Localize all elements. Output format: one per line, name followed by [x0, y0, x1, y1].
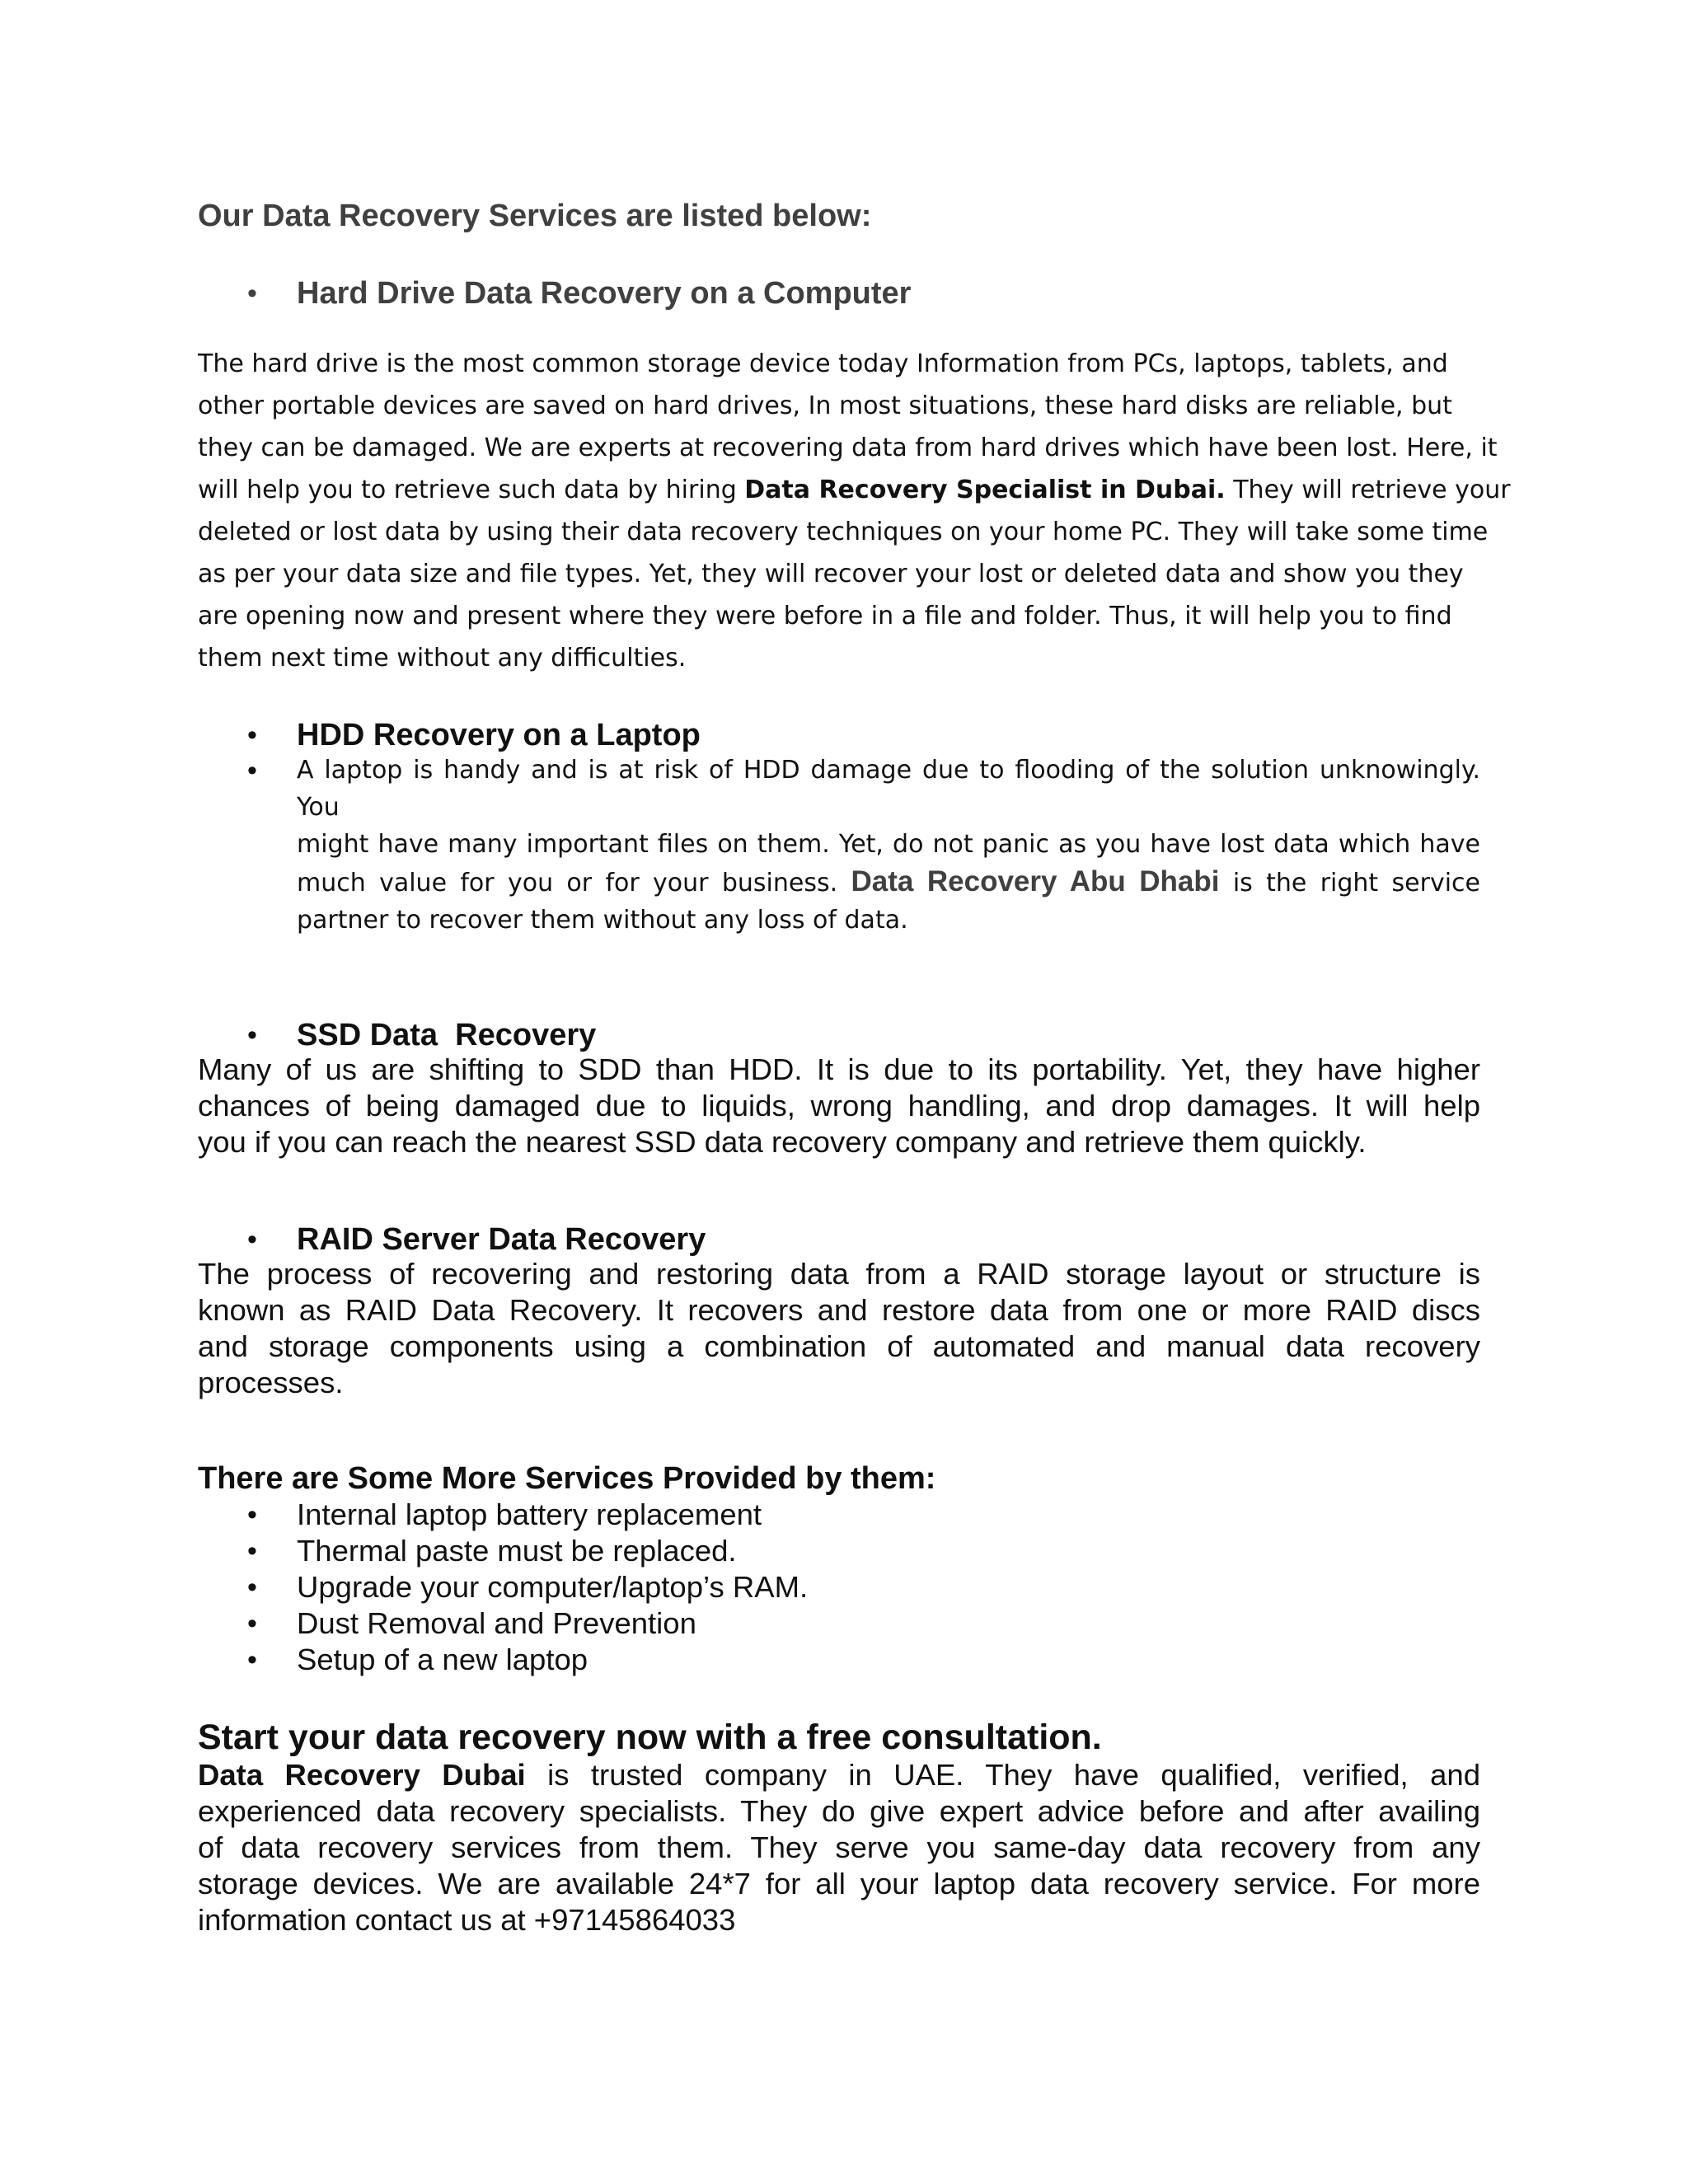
bullet-dot: • [247, 278, 257, 309]
bullet-dot: • [247, 1499, 257, 1530]
list-item [0, 1497, 1688, 1533]
raid-title: RAID Server Data Recovery [297, 1222, 706, 1257]
paragraph-line: The hard drive is the most common storage device today Information from PCs, laptops, tablets, and [198, 349, 1448, 378]
list-item [0, 1642, 1688, 1678]
list-item-text: Dust Removal and Prevention [297, 1606, 696, 1640]
text-run: They will retrieve your [1225, 476, 1511, 504]
text-run: is the right service [1219, 869, 1480, 898]
raid-paragraph [198, 1256, 1480, 1401]
bullet-dot: • [247, 1644, 257, 1675]
paragraph-line: Many of us are shifting to SDD than HDD. It is due to its portability. Yet, they have higher [198, 1052, 1480, 1086]
specialist-dubai-link[interactable]: Data Recovery Specialist in Dubai. [744, 476, 1226, 504]
text-run: much value for you or for your business. [297, 869, 851, 898]
ssd-paragraph [198, 1052, 1480, 1160]
paragraph-line: information contact us at +97145864033 [198, 1903, 736, 1937]
paragraph-line [198, 476, 1511, 504]
list-item-text: Internal laptop battery replacement [297, 1497, 762, 1531]
paragraph-line: known as RAID Data Recovery. It recovers and restore data from one or more RAID discs [198, 1293, 1480, 1327]
paragraph-line: deleted or lost data by using their data recovery techniques on your home PC. They will take some time [198, 518, 1489, 546]
paragraph-line: as per your data size and file types. Yet, they will recover your lost or deleted data and show you they [198, 560, 1464, 588]
bullet-dot: • [247, 1019, 257, 1051]
bullet-dot: • [247, 755, 257, 786]
paragraph-line: you if you can reach the nearest SSD data recovery company and retrieve them quickly. [198, 1125, 1367, 1159]
paragraph-line: and storage components using a combination of automated and manual data recovery [198, 1329, 1480, 1363]
bullet-dot: • [247, 1535, 257, 1567]
paragraph-line: storage devices. We are available 24*7 for all your laptop data recovery service. For more [198, 1867, 1480, 1900]
paragraph-line: they can be damaged. We are experts at recovering data from hard drives which have been lost. Here, it [198, 434, 1498, 462]
body-line [297, 863, 1480, 902]
list-item-text: Setup of a new laptop [297, 1643, 588, 1676]
paragraph-line: of data recovery services from them. They serve you same-day data recovery from any [198, 1830, 1480, 1864]
paragraph-line: are opening now and present where they were before in a file and folder. Thus, it will help you to find [198, 602, 1452, 630]
consultation-heading: Start your data recovery now with a free consultation. [198, 1718, 1102, 1757]
ssd-title: SSD Data Recovery [297, 1018, 597, 1052]
hdd-laptop-title: HDD Recovery on a Laptop [297, 718, 701, 752]
services-heading: Our Data Recovery Services are listed below: [198, 199, 872, 233]
more-services-heading: There are Some More Services Provided by them: [198, 1461, 936, 1496]
paragraph-line: processes. [198, 1366, 344, 1399]
list-item [0, 1605, 1688, 1642]
body-line: might have many important files on them. Yet, do not panic as you have lost data which have [297, 830, 1480, 859]
list-item-text: Upgrade your computer/laptop’s RAM. [297, 1570, 809, 1604]
text-run: will help you to retrieve such data by hiring [198, 476, 745, 504]
hdd-laptop-body-row [0, 752, 1688, 935]
abu-dhabi-link[interactable]: Data Recovery Abu Dhabi [851, 865, 1220, 898]
body-line: A laptop is handy and is at risk of HDD damage due to flooding of the solution unknowingly. You [297, 756, 1480, 822]
hdd-laptop-body [297, 752, 1480, 939]
bullet-dot: • [247, 1572, 257, 1603]
paragraph-line: The process of recovering and restoring data from a RAID storage layout or structure is [198, 1257, 1480, 1291]
paragraph-line: chances of being damaged due to liquids, wrong handling, and drop damages. It will help [198, 1089, 1480, 1122]
paragraph-line [198, 1757, 1480, 1793]
bullet-dot: • [247, 719, 257, 751]
text-run: is trusted company in UAE. They have qualified, verified, and [525, 1758, 1480, 1792]
hard-drive-bullet-row [0, 270, 1688, 316]
data-recovery-dubai-link[interactable]: Data Recovery Dubai [198, 1758, 526, 1792]
bullet-dot: • [247, 1224, 257, 1255]
bullet-dot: • [247, 1608, 257, 1639]
body-line: partner to recover them without any loss of data. [297, 906, 908, 935]
hard-drive-title: Hard Drive Data Recovery on a Computer [297, 276, 912, 311]
list-item-text: Thermal paste must be replaced. [297, 1534, 737, 1568]
list-item [0, 1569, 1688, 1605]
paragraph-line: them next time without any difficulties. [198, 644, 687, 673]
consultation-paragraph [198, 1757, 1480, 1938]
list-item [0, 1533, 1688, 1569]
paragraph-line: experienced data recovery specialists. They do give expert advice before and after availing [198, 1794, 1480, 1828]
paragraph-line: other portable devices are saved on hard drives, In most situations, these hard disks are reliable, but [198, 391, 1452, 420]
